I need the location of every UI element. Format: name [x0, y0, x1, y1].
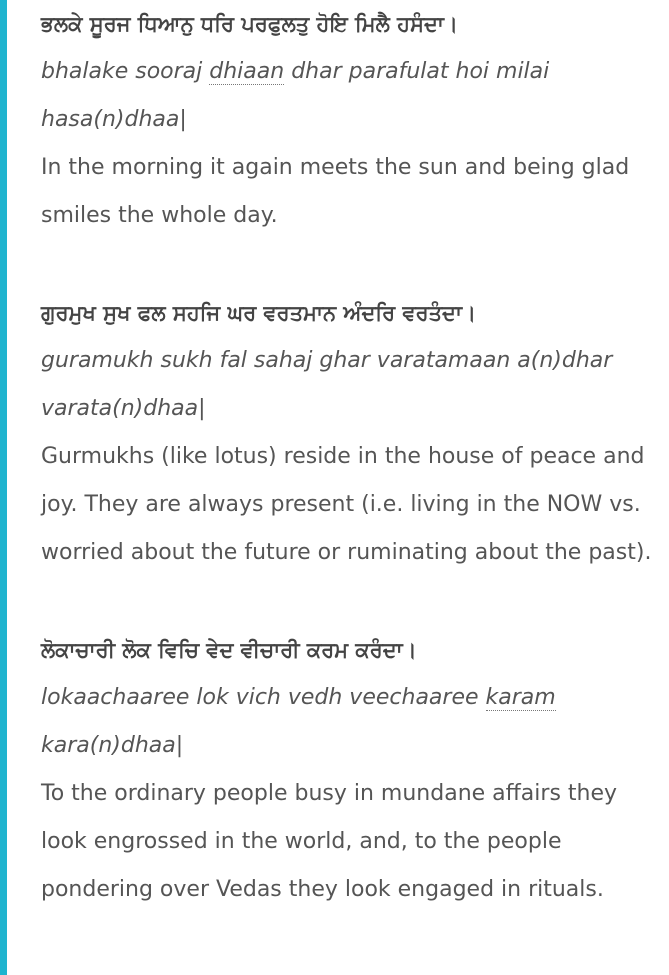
translit-text: bhalake sooraj [41, 59, 210, 84]
verse-translation: Gurmukhs (like lotus) reside in the house of peace and joy. They are always present (i.e. living in the NOW vs. worried about the future or ruminating about the past). [41, 444, 652, 565]
verse-translation: To the ordinary people busy in mundane affairs they look engrossed in the world, and, to the people pondering over Vedas they look engaged in rituals. [41, 781, 618, 902]
verse-transliteration [41, 48, 661, 144]
verse-gurmukhi: ਗੁਰਮੁਖ ਸੁਖ ਫਲ ਸਹਜਿ ਘਰ ਵਰਤਮਾਨ ਅੰਦਰਿ ਵਰਤੰਦਾ। [41, 301, 477, 325]
translit-text: lokaachaaree lok vich vedh veechaaree [41, 685, 486, 710]
accent-bar [0, 0, 7, 975]
verse-gurmukhi: ਲੋਕਾਚਾਰੀ ਲੋਕ ਵਿਚਿ ਵੇਦ ਵੀਚਾਰੀ ਕਰਮ ਕਰੰਦਾ। [41, 638, 417, 662]
translit-text: kara(n)dhaa| [41, 733, 184, 758]
gloss-term-karam[interactable]: karam [485, 685, 556, 710]
verse-2 [41, 289, 661, 577]
verse-gurmukhi: ਭਲਕੇ ਸੂਰਜ ਧਿਆਨੁ ਧਰਿ ਪਰਫੁਲਤੁ ਹੋਇ ਮਿਲੈ ਹਸੰਦਾ। [41, 12, 459, 36]
verse-transliteration [41, 674, 661, 770]
verse-1 [41, 0, 661, 240]
verse-translation: In the morning it again meets the sun and being glad smiles the whole day. [41, 155, 630, 228]
verse-transliteration: guramukh sukh fal sahaj ghar varatamaan a(n)dhar varata(n)dhaa| [41, 348, 613, 421]
gloss-term-dhiaan[interactable]: dhiaan [209, 59, 285, 84]
translit-text: dhar parafulat hoi milai hasa(n)dhaa| [41, 59, 550, 132]
verse-3 [41, 626, 661, 914]
verse-content [41, 0, 661, 914]
